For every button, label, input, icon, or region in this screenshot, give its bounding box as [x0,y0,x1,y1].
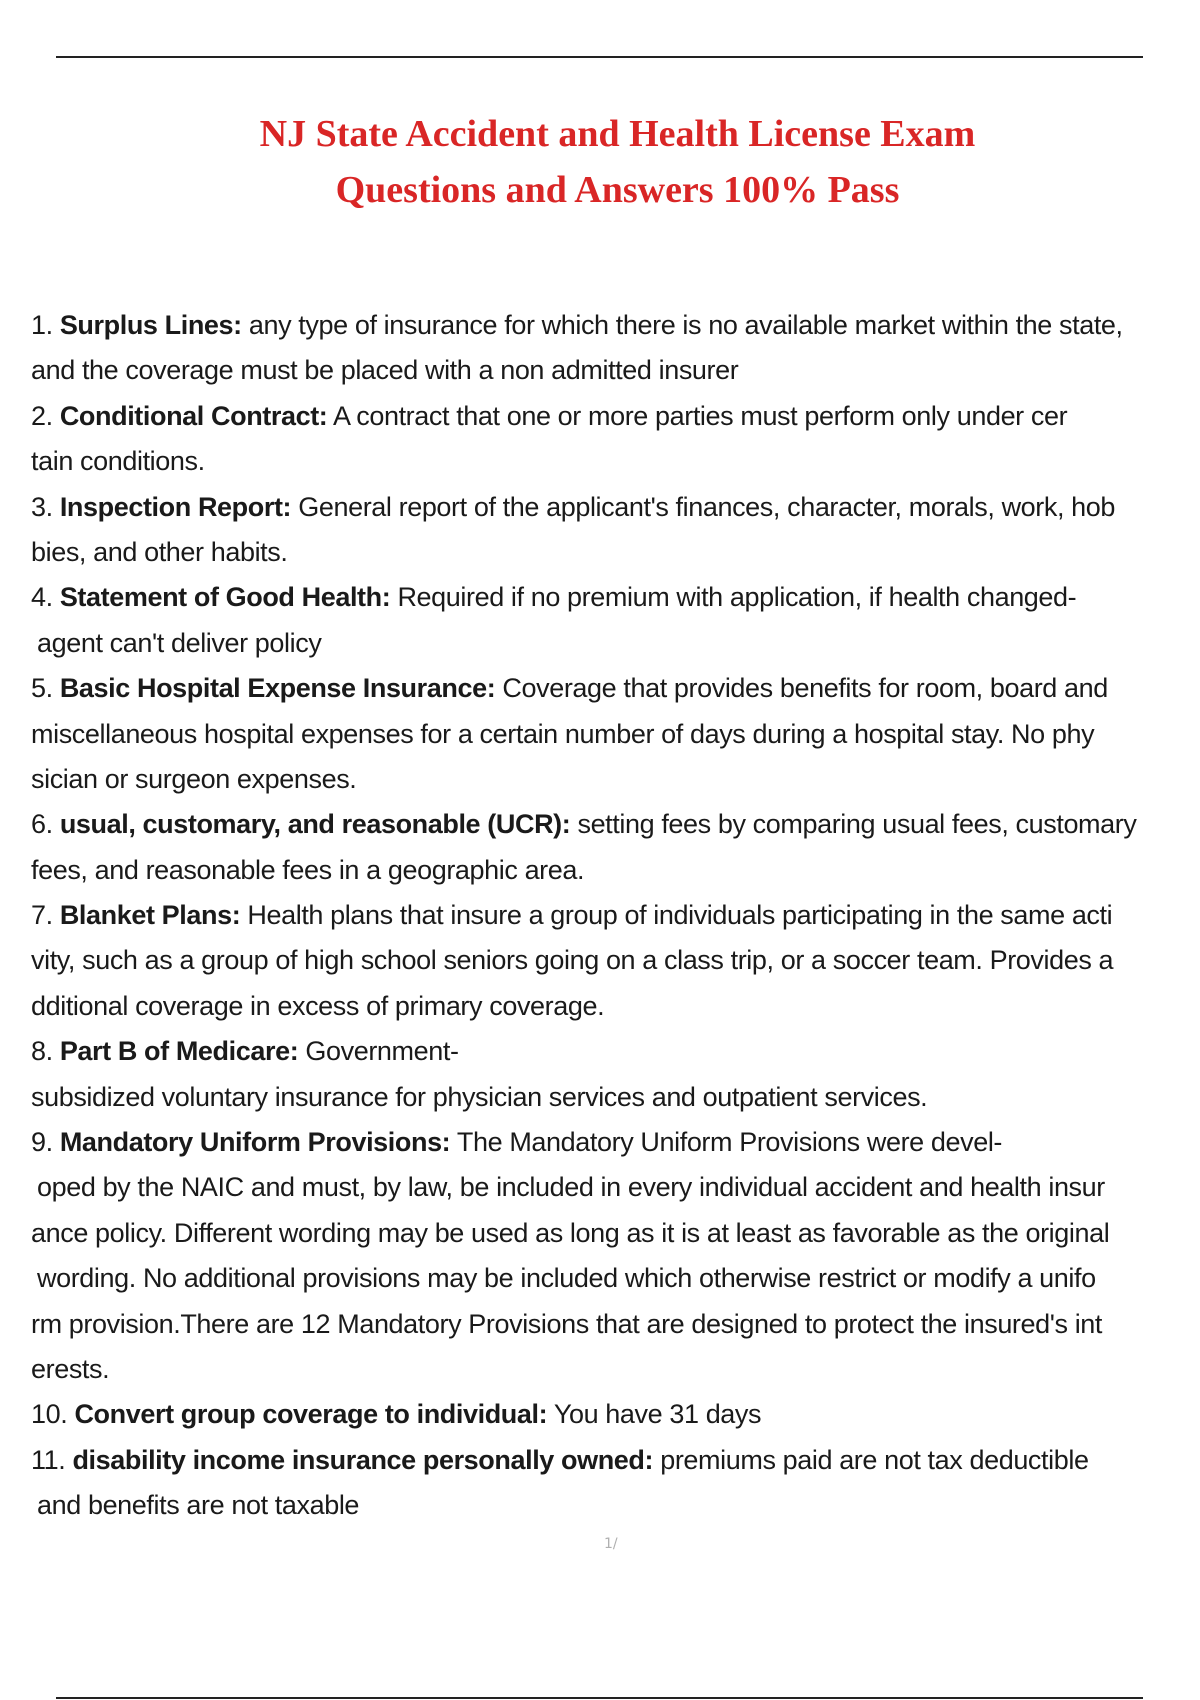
qa-line: fees, and reasonable fees in a geographic area. [31,854,585,885]
item-number: 7. [31,900,53,931]
item-text: any type of insurance for which there is no available market within the state, [248,310,1123,340]
item-term: Part B of Medicare: [59,1036,299,1067]
page-number: 1/ [604,1536,618,1552]
item-term: Blanket Plans: [59,900,241,931]
qa-line: rm provision.There are 12 Mandatory Provisions that are designed to protect the insured's int [31,1308,1103,1339]
qa-line: and benefits are not taxable [37,1490,360,1521]
item-term: Inspection Report: [59,491,292,522]
item-term: usual, customary, and reasonable (UCR): [59,809,571,840]
item-term: Conditional Contract: [59,400,328,431]
qa-line [31,485,1200,530]
item-term: Statement of Good Health: [59,582,391,613]
item-text: Health plans that insure a group of individuals participating in the same acti [247,900,1113,931]
qa-line: dditional coverage in excess of primary coverage. [31,990,605,1021]
qa-line: erests. [31,1353,110,1384]
item-text: premiums paid are not tax deductible [660,1444,1089,1475]
qa-item [31,1392,1200,1437]
item-term: Surplus Lines: [59,310,242,340]
item-number: 4. [31,582,53,613]
footer-rule [56,1697,1143,1699]
item-number: 2. [31,400,53,431]
qa-line: wording. No additional provisions may be included which otherwise restrict or modify a unifo [37,1263,1096,1294]
header-rule [56,56,1143,58]
qa-item [31,802,1200,893]
item-text: General report of the applicant's finances, character, morals, work, hob [298,491,1116,522]
title-line-1: NJ State Accident and Health License Exam [259,113,976,155]
item-text: The Mandatory Uniform Provisions were devel- [456,1127,1003,1158]
qa-line: and the coverage must be placed with a non admitted insurer [31,355,739,386]
item-text: Government- [305,1036,459,1067]
item-term: Basic Hospital Expense Insurance: [59,673,496,704]
qa-item [31,666,1200,802]
qa-line [31,394,1200,439]
qa-line: vity, such as a group of high school seniors going on a class trip, or a soccer team. Provides a [31,945,1114,976]
item-number: 10. [31,1399,68,1430]
qa-line [31,802,1200,847]
qa-line: ance policy. Different wording may be used as long as it is at least as favorable as the original [31,1217,1110,1248]
qa-line [31,303,1200,348]
item-text: You have 31 days [553,1399,762,1430]
document-title [0,106,1200,218]
item-term: Convert group coverage to individual: [74,1399,548,1430]
qa-line: bies, and other habits. [31,536,288,567]
qa-item [31,893,1200,1029]
item-number: 1. [31,310,53,340]
item-text: setting fees by comparing usual fees, customary [577,809,1137,840]
qa-item [31,1438,1200,1529]
qa-line: tain conditions. [31,446,205,477]
qa-item [31,1029,1200,1120]
item-number: 5. [31,673,53,704]
item-number: 9. [31,1127,53,1158]
item-text: Required if no premium with application, if health changed- [397,582,1077,613]
qa-line [31,893,1200,938]
qa-list [31,303,1200,1529]
qa-line: subsidized voluntary insurance for physician services and outpatient services. [31,1081,928,1112]
qa-line [31,666,1200,711]
item-number: 6. [31,809,53,840]
qa-item [31,394,1200,485]
item-number: 3. [31,491,53,522]
item-number: 11. [31,1444,66,1475]
item-number: 8. [31,1036,53,1067]
qa-line [31,1438,1200,1483]
title-line-2: Questions and Answers 100% Pass [335,169,900,211]
qa-item [31,1120,1200,1392]
qa-line: miscellaneous hospital expenses for a certain number of days during a hospital stay. No phy [31,718,1095,749]
item-term: Mandatory Uniform Provisions: [59,1127,451,1158]
item-text: A contract that one or more parties must perform only under cer [333,400,1068,431]
qa-line: agent can't deliver policy [37,627,322,658]
qa-item [31,303,1200,394]
qa-line: oped by the NAIC and must, by law, be included in every individual accident and health insur [37,1172,1105,1203]
item-text: Coverage that provides benefits for room, board and [502,673,1108,704]
qa-line [31,1120,1200,1165]
qa-line: sician or surgeon expenses. [31,763,357,794]
qa-line [31,575,1200,620]
qa-item [31,485,1200,576]
qa-item [31,575,1200,666]
qa-line [31,1029,1200,1074]
item-term: disability income insurance personally owned: [72,1444,654,1475]
qa-line [31,1392,1200,1437]
